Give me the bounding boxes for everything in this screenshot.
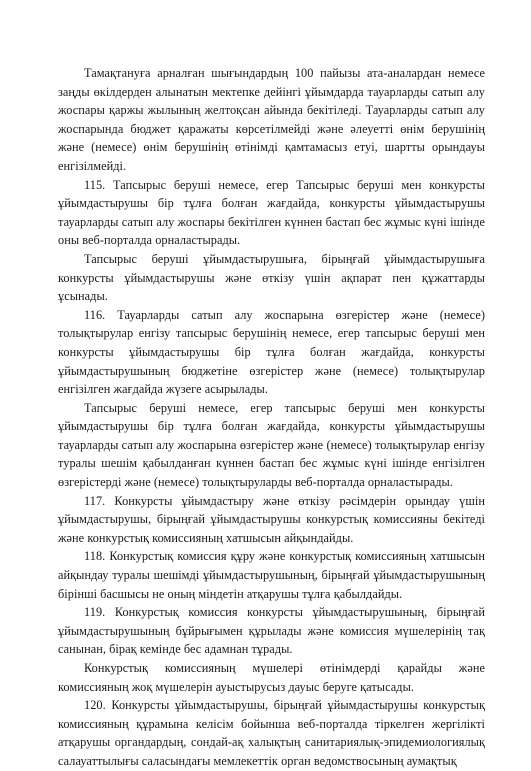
paragraph-117: 117. Конкурсты ұйымдастыру және өткізу рәсімдерін орындау үшін ұйымдастырушы, бірыңғай ұйымдастырушы конкурстық комиссияны бекітеді және конкурстық комиссияның хатшысын айқындайды.	[58, 493, 485, 545]
paragraph-119: 119. Конкурстық комиссия конкурсты ұйымдастырушының, бірыңғай ұйымдастырушының бұйрығымен құрылады және комиссия мүшелерінің тақ санынан, бірақ кемінде бес адамнан тұрады.	[58, 605, 485, 657]
paragraph-116-note: Тапсырыс беруші немесе, егер тапсырыс беруші мен конкурсты ұйымдастырушы бір тұлға болған жағдайда, конкурсты ұйымдастырушы тауарларды сатып алу жоспарына өзгерістер және (немесе) толықтырулар енгізу туралы шешім қабылданған күннен бастап бес жұмыс күні ішінде енгізілген өзгерістерді және (немесе) толықтыруларды веб-порталда орналастырады.	[58, 400, 485, 490]
paragraph-115-note: Тапсырыс беруші ұйымдастырушыға, бірыңғай ұйымдастырушыға конкурсты ұйымдастырушы және өткізу үшін ақпарат пен құжаттарды ұсынады.	[58, 251, 485, 304]
paragraph-118: 118. Конкурстық комиссия құру және конкурстық комиссияның хатшысын айқындау туралы шешімді ұйымдастырушының, бірыңғай ұйымдастырушының бірінші басшысы не оның міндетін атқарушы тұлға қабылдайды.	[58, 549, 485, 601]
paragraph-intro: Тамақтануға арналған шығындардың 100 пайызы ата-аналардан немесе заңды өкілдерден алынатын мектепке дейінгі ұйымдарда тауарларды сатып алу жоспары қаржы жылының желтоқсан айында бекітіледі. Тауарларды сатып алу жоспарында бюджет қаражаты көрсетілмейді және әлеуетті өнім берушінің және (немесе) өнім берушінің өтінімді қамтамасыз етуі, шартты орындауы енгізілмейді.	[58, 66, 485, 173]
paragraph-119-note: Конкурстық комиссияның мүшелері өтінімдерді қарайды және комиссияның жоқ мүшелерін ауыстырусыз дауыс беруге қатысады.	[58, 661, 485, 694]
paragraph-115: 115. Тапсырыс беруші немесе, егер Тапсырыс беруші мен конкурсты ұйымдастырушы бір тұлға болған жағдайда, конкурсты ұйымдастырушы тауарларды сатып алу жоспары бекітілген күннен бастап бес жұмыс күні ішінде оны веб-порталда орналастырады.	[58, 177, 485, 248]
paragraph-116: 116. Тауарларды сатып алу жоспарына өзгерістер және (немесе) толықтырулар енгізу тапсырыс берушінің немесе, егер тапсырыс беруші мен конкурсты ұйымдастырушы бір тұлға болған жағдайда, конкурсты ұйымдастырушының бюджетіне өзгерістер және (немесе) толықтырулар енгізілген жағдайда жүзеге асырылады.	[58, 307, 485, 397]
paragraph-120: 120. Конкурсты ұйымдастырушы, бірыңғай ұйымдастырушы конкурстық комиссияның құрамына келісім бойынша веб-порталда тіркелген жергілікті атқарушы органдардың, сондай-ақ халықтың санитариялық-эпидемиологиялық салауаттылығы саласындағы мемлекеттік орган ведомствосының аумақтық	[58, 698, 485, 768]
